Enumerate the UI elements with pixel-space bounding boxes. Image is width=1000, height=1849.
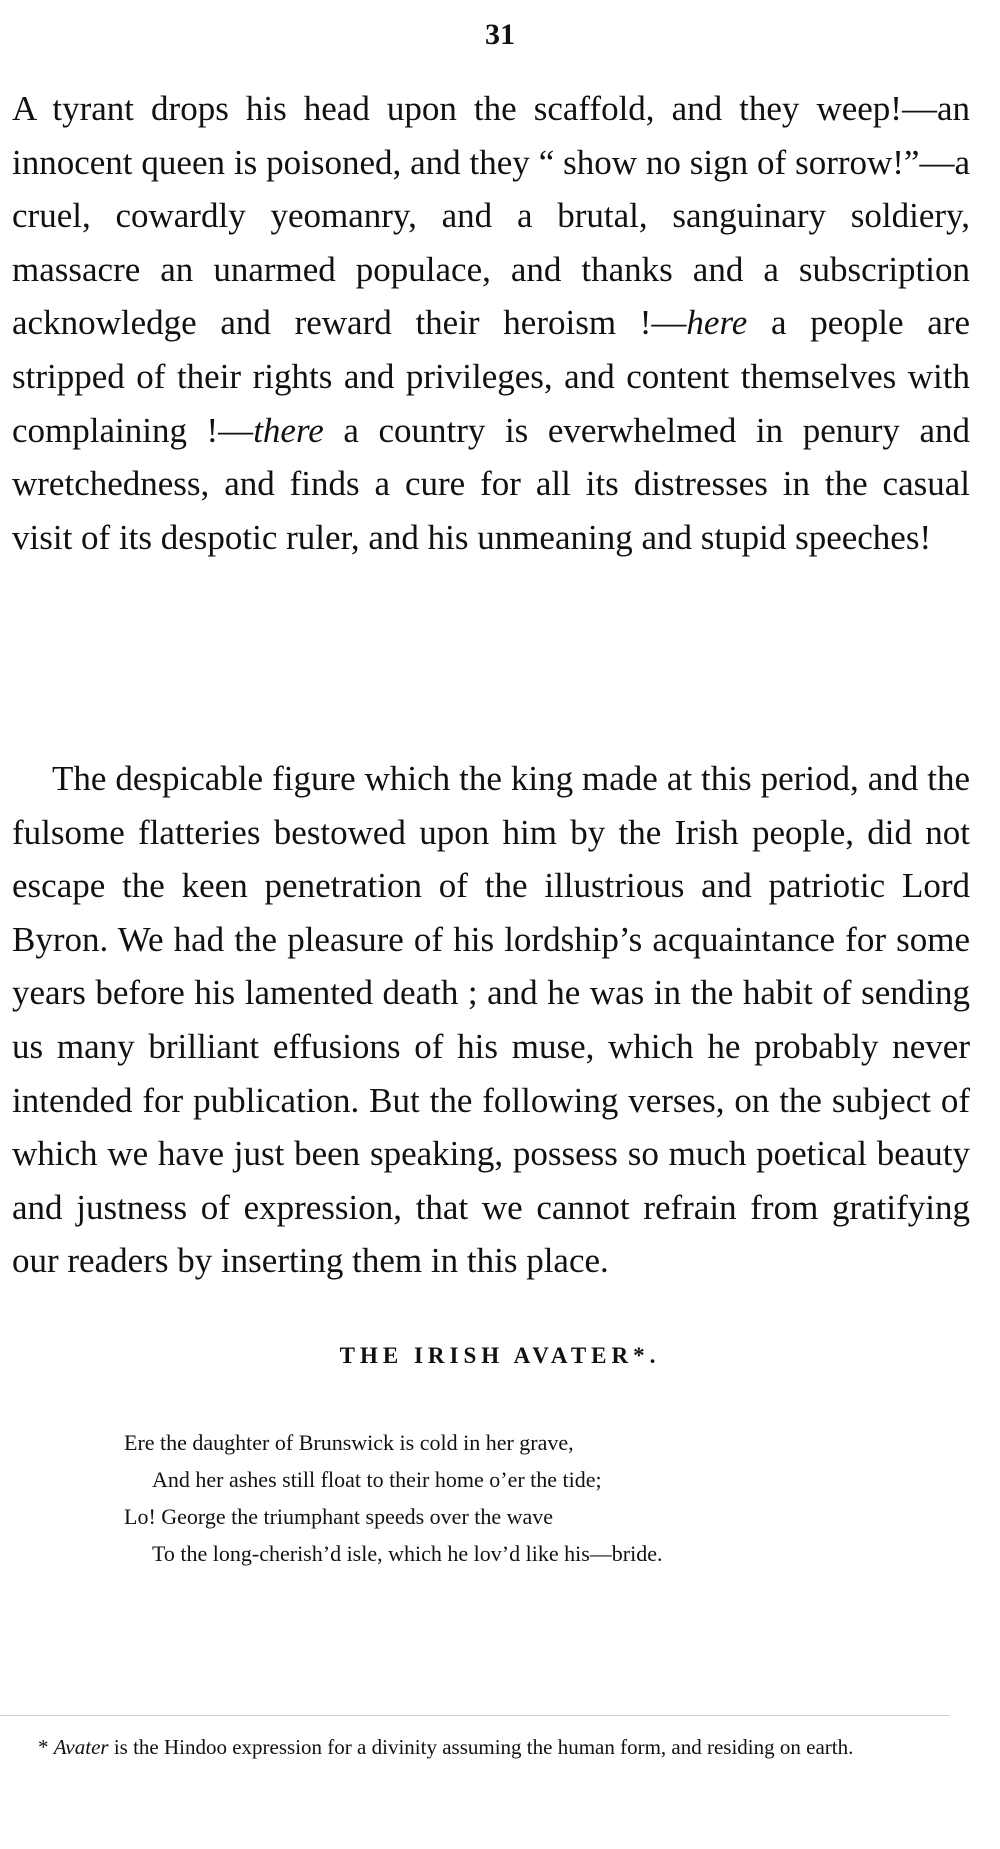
page-number: 31 <box>485 18 515 51</box>
footnote-term: Avater <box>53 1735 109 1759</box>
poem-line: Ere the daughter of Brunswick is cold in her grave, <box>124 1430 574 1455</box>
paragraph-1 <box>12 82 970 564</box>
paragraph-1-part-b: a people are stripped of their rights and privileges, and content themselves with complaining !— <box>12 303 970 450</box>
footnote <box>12 1730 974 1765</box>
footnote-divider <box>0 1715 950 1716</box>
paragraph-1-part-a: A tyrant drops his head upon the scaffold, and they weep!—an innocent queen is poisoned, and they “ show no sign of sorrow!”—a cruel, cowardly yeomanry, and a brutal, sanguinary soldiery, massacre an unarmed populace, and thanks and a subscription acknowledge and reward their heroism !— <box>12 89 970 343</box>
paragraph-2-text: The despicable figure which the king made at this period, and the fulsome flatteries bestowed upon him by the Irish people, did not escape the keen penetration of the illustrious and patriotic Lord Byron. We had the pleasure of his lordship’s acquaintance for some years before his lamented death ; and he was in the habit of sending us many brilliant effusions of his muse, which he probably never intended for publication. But the following verses, on the subject of which we have just been speaking, possess so much poetical beauty and justness of expression, that we cannot refrain from gratifying our readers by inserting them in this place. <box>12 759 970 1281</box>
paragraph-1-text <box>12 82 970 564</box>
footnote-definition: is the Hindoo expression for a divinity assuming the human form, and residing on earth. <box>108 1735 854 1759</box>
footnote-text <box>12 1730 974 1765</box>
poem-line: And her ashes still float to their home o’er the tide; <box>152 1467 602 1492</box>
emphasis-here: here <box>686 303 748 343</box>
paragraph-2 <box>12 752 970 1288</box>
poem-line: To the long-cherish’d isle, which he lov’d like his—bride. <box>152 1541 663 1566</box>
emphasis-there: there <box>253 410 324 450</box>
poem-line: Lo! George the triumphant speeds over the wave <box>124 1504 554 1529</box>
footnote-marker: * <box>38 1735 54 1759</box>
poem-title: THE IRISH AVATER*. <box>339 1343 661 1368</box>
paragraph-1-part-c: a country is everwhelmed in penury and wretchedness, and finds a cure for all its distresses in the casual visit of its despotic ruler, and his unmeaning and stupid speeches! <box>12 410 970 557</box>
